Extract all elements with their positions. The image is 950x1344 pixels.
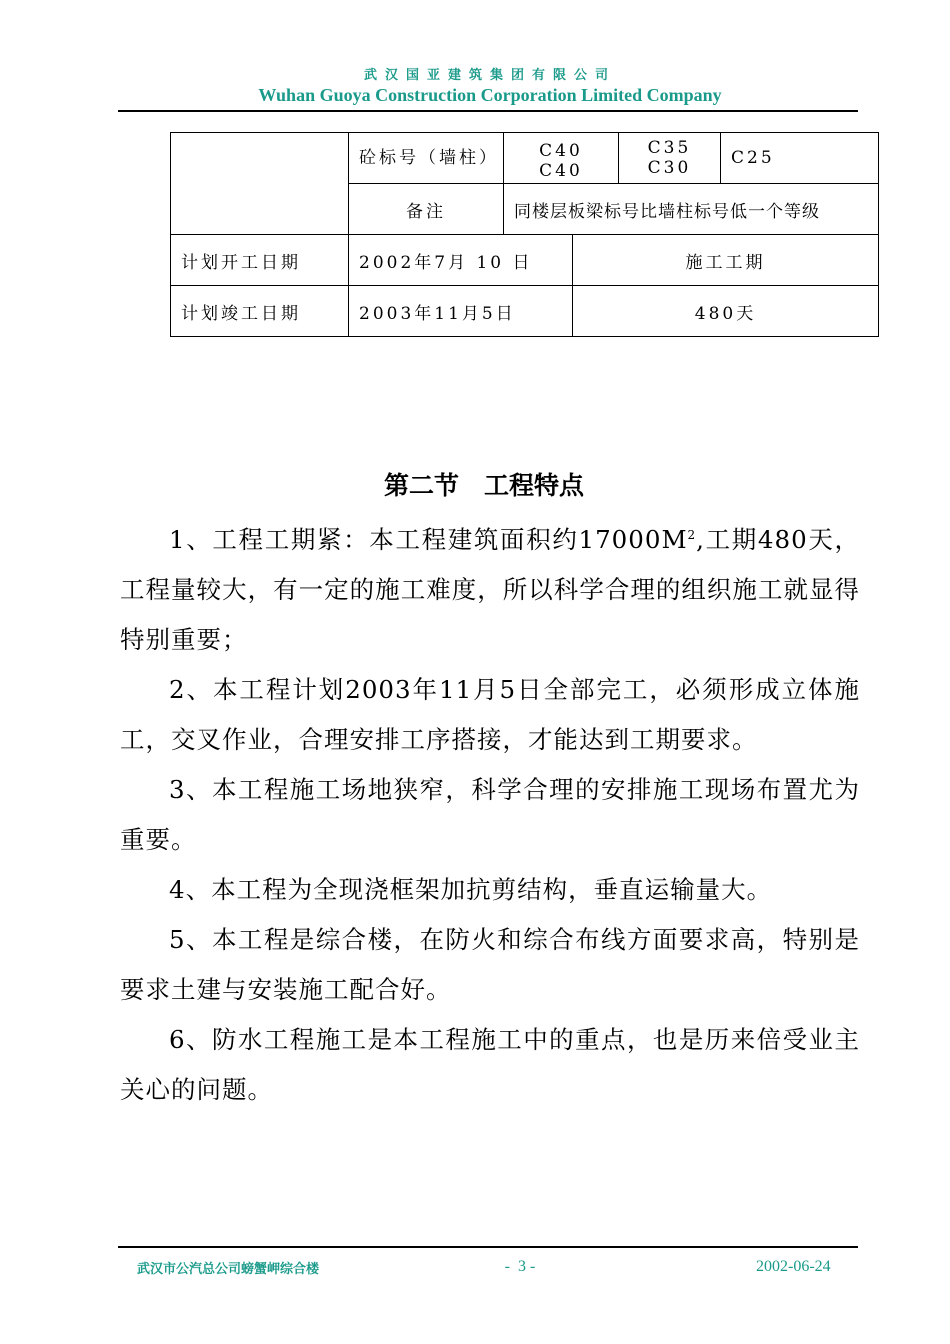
planned-finish-label: 计划竣工日期 [171,286,349,337]
paragraph-1-start: 1、工程工期紧：本工程建筑面积约17000M [169,525,688,555]
paragraph-6: 6、防水工程施工是本工程施工中的重点，也是历来倍受业主关心的问题。 [120,1025,860,1105]
duration-value: 480天 [573,286,879,337]
remark-value: 同楼层板梁标号比墙柱标号低一个等级 [504,184,879,235]
footer-page-number: - 3 - [504,1258,536,1275]
footer-divider [118,1246,858,1248]
remark-label: 备注 [349,184,504,235]
duration-label: 施工工期 [573,235,879,286]
footer-date: 2002-06-24 [756,1258,831,1275]
project-info-table [170,132,879,337]
table-empty-cell [171,133,349,235]
header-divider [118,110,858,112]
planned-start-label: 计划开工日期 [171,235,349,286]
grade-cell-3: C25 [721,133,879,184]
planned-finish-value: 2003年11月5日 [349,286,573,337]
footer-project-name: 武汉市公汽总公司螃蟹岬综合楼 [137,1262,320,1277]
area-unit-superscript: 2 [687,528,697,542]
company-name-cn: 武汉国亚建筑集团有限公司 [363,68,616,83]
paragraph-5: 5、本工程是综合楼，在防火和综合布线方面要求高，特别是要求土建与安装施工配合好。 [120,925,860,1005]
company-name-en: Wuhan Guoya Construction Corporation Limited Company [258,85,722,105]
paragraph-4: 4、本工程为全现浇框架加抗剪结构，垂直运输量大。 [169,875,773,905]
planned-start-value: 2002年7月 10 日 [349,235,573,286]
grade-cell-1: C40 C40 [504,133,619,184]
paragraph-3: 3、本工程施工场地狭窄，科学合理的安排施工现场布置尤为重要。 [120,775,860,855]
paragraph-1 [120,510,860,665]
section-body [120,510,860,1115]
grade-cell-2: C35 C30 [619,133,721,184]
section-title: 第二节 工程特点 [383,471,584,500]
concrete-grade-label: 砼标号（墙柱） [349,133,504,184]
paragraph-1-end: ,工期480天，工程量较大，有一定的施工难度，所以科学合理的组织施工就显得特别重要； [120,525,860,655]
paragraph-2: 2、本工程计划2003年11月5日全部完工，必须形成立体施工，交叉作业，合理安排工序搭接，才能达到工期要求。 [120,675,860,755]
